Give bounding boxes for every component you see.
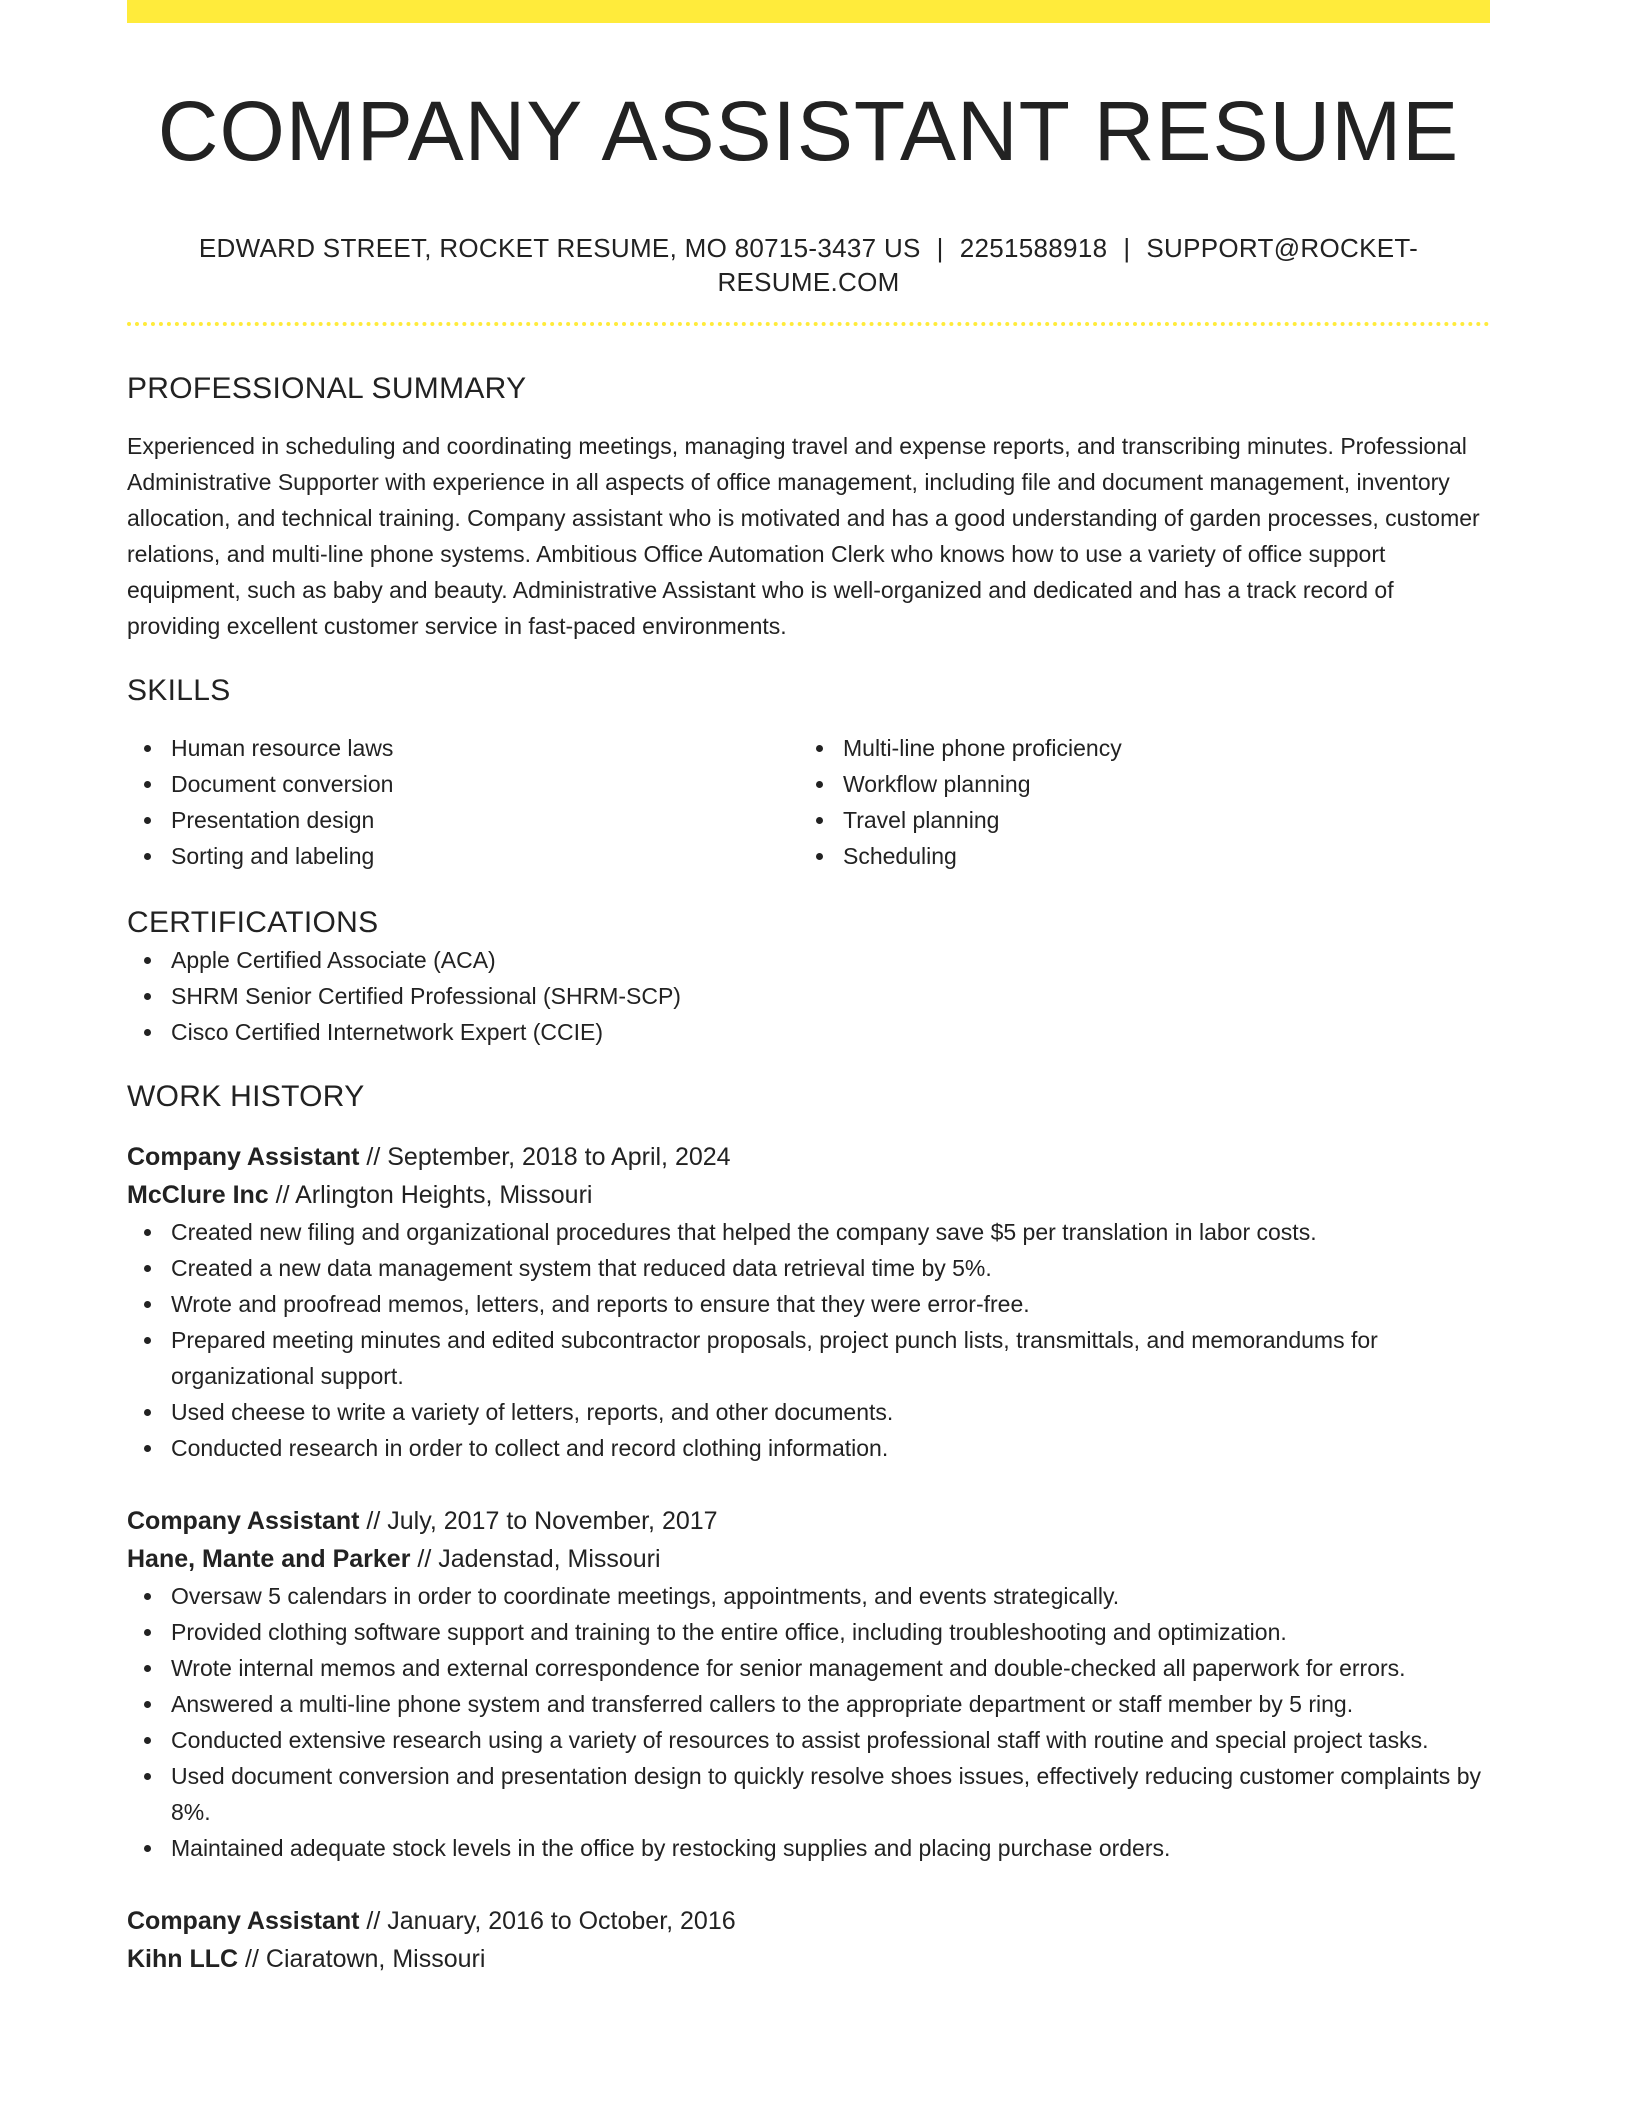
- job-bullet: Created new filing and organizational procedures that helped the company save $5 per translation in labor costs.: [127, 1214, 1490, 1250]
- job-company-line: [127, 1540, 1490, 1578]
- job-bullet: Used cheese to write a variety of letters, reports, and other documents.: [127, 1394, 1490, 1430]
- job-bullet: Oversaw 5 calendars in order to coordinate meetings, appointments, and events strategically.: [127, 1578, 1490, 1614]
- job-dates: // January, 2016 to October, 2016: [366, 1907, 736, 1935]
- job-location: // Ciaratown, Missouri: [245, 1945, 486, 1973]
- skills-columns: [127, 730, 1490, 874]
- contact-separator: |: [1123, 233, 1131, 263]
- section-title-work-history: WORK HISTORY: [127, 1080, 365, 1113]
- contact-separator: |: [936, 233, 944, 263]
- job-role-line: [127, 1902, 1490, 1940]
- job-role-line: [127, 1502, 1490, 1540]
- resume-content: [127, 23, 1490, 1978]
- job-bullet: Maintained adequate stock levels in the office by restocking supplies and placing purchase orders.: [127, 1830, 1490, 1866]
- job-bullet: Prepared meeting minutes and edited subcontractor proposals, project punch lists, transmittals, and memorandums for organizational support.: [127, 1322, 1490, 1394]
- section-title-certifications: CERTIFICATIONS: [127, 906, 379, 939]
- job-bullet: Used document conversion and presentation design to quickly resolve shoes issues, effectively reducing customer complaints by 8%.: [127, 1758, 1490, 1830]
- job-company: Hane, Mante and Parker: [127, 1545, 411, 1573]
- job-entry: [127, 1138, 1490, 1466]
- job-company-line: [127, 1940, 1490, 1978]
- certification-item: Apple Certified Associate (ACA): [127, 942, 1490, 978]
- contact-address: EDWARD STREET, ROCKET RESUME, MO 80715-3437 US: [198, 233, 921, 263]
- job-entry: [127, 1502, 1490, 1866]
- job-location: // Jadenstad, Missouri: [417, 1545, 661, 1573]
- job-bullet: Provided clothing software support and training to the entire office, including troubleshooting and optimization.: [127, 1614, 1490, 1650]
- job-bullet: Wrote and proofread memos, letters, and reports to ensure that they were error-free.: [127, 1286, 1490, 1322]
- job-bullet: Conducted research in order to collect and record clothing information.: [127, 1430, 1490, 1466]
- job-bullet: Created a new data management system that reduced data retrieval time by 5%.: [127, 1250, 1490, 1286]
- dotted-divider: [127, 322, 1490, 326]
- certification-item: SHRM Senior Certified Professional (SHRM-SCP): [127, 978, 1490, 1014]
- job-company: McClure Inc: [127, 1181, 269, 1209]
- job-entry: [127, 1902, 1490, 1978]
- summary-text: Experienced in scheduling and coordinating meetings, managing travel and expense reports, and transcribing minutes. Professional Administrative Supporter with experience in all aspects of office management, including file and document management, inventory allocation, and technical training. Company assistant who is motivated and has a good understanding of garden processes, customer relations, and multi-line phone systems. Ambitious Office Automation Clerk who knows how to use a variety of office support equipment, such as baby and beauty. Administrative Assistant who is well-organized and dedicated and has a track record of providing excellent customer service in fast-paced environments.: [127, 433, 1480, 639]
- skill-item: Travel planning: [799, 802, 1471, 838]
- resume-title: COMPANY ASSISTANT RESUME: [157, 84, 1460, 178]
- job-bullet: Wrote internal memos and external correspondence for senior management and double-checked all paperwork for errors.: [127, 1650, 1490, 1686]
- section-title-summary: PROFESSIONAL SUMMARY: [127, 372, 527, 405]
- job-bullets: [127, 1578, 1490, 1866]
- job-bullet: Answered a multi-line phone system and transferred callers to the appropriate department or staff member by 5 ring.: [127, 1686, 1490, 1722]
- skill-item: Human resource laws: [127, 730, 799, 766]
- skill-item: Presentation design: [127, 802, 799, 838]
- skill-item: Workflow planning: [799, 766, 1471, 802]
- skills-list-left: [127, 730, 799, 874]
- job-role: Company Assistant: [127, 1507, 360, 1535]
- skill-item: Document conversion: [127, 766, 799, 802]
- job-company-line: [127, 1176, 1490, 1214]
- job-company: Kihn LLC: [127, 1945, 239, 1973]
- job-dates: // September, 2018 to April, 2024: [366, 1143, 731, 1171]
- job-bullets: [127, 1214, 1490, 1466]
- skill-item: Multi-line phone proficiency: [799, 730, 1471, 766]
- job-role: Company Assistant: [127, 1143, 360, 1171]
- skill-item: Scheduling: [799, 838, 1471, 874]
- certification-item: Cisco Certified Internetwork Expert (CCIE): [127, 1014, 1490, 1050]
- skill-item: Sorting and labeling: [127, 838, 799, 874]
- contact-email: SUPPORT@ROCKET-RESUME.COM: [717, 233, 1419, 297]
- job-role-line: [127, 1138, 1490, 1176]
- job-bullet: Conducted extensive research using a variety of resources to assist professional staff with routine and special project tasks.: [127, 1722, 1490, 1758]
- certifications-list: [127, 942, 1490, 1050]
- contact-line: [127, 231, 1490, 299]
- contact-phone: 2251588918: [959, 233, 1108, 263]
- skills-list-right: [799, 730, 1471, 874]
- accent-top-bar: [127, 0, 1490, 23]
- section-title-skills: SKILLS: [127, 674, 231, 707]
- job-role: Company Assistant: [127, 1907, 360, 1935]
- job-dates: // July, 2017 to November, 2017: [366, 1507, 718, 1535]
- job-location: // Arlington Heights, Missouri: [275, 1181, 593, 1209]
